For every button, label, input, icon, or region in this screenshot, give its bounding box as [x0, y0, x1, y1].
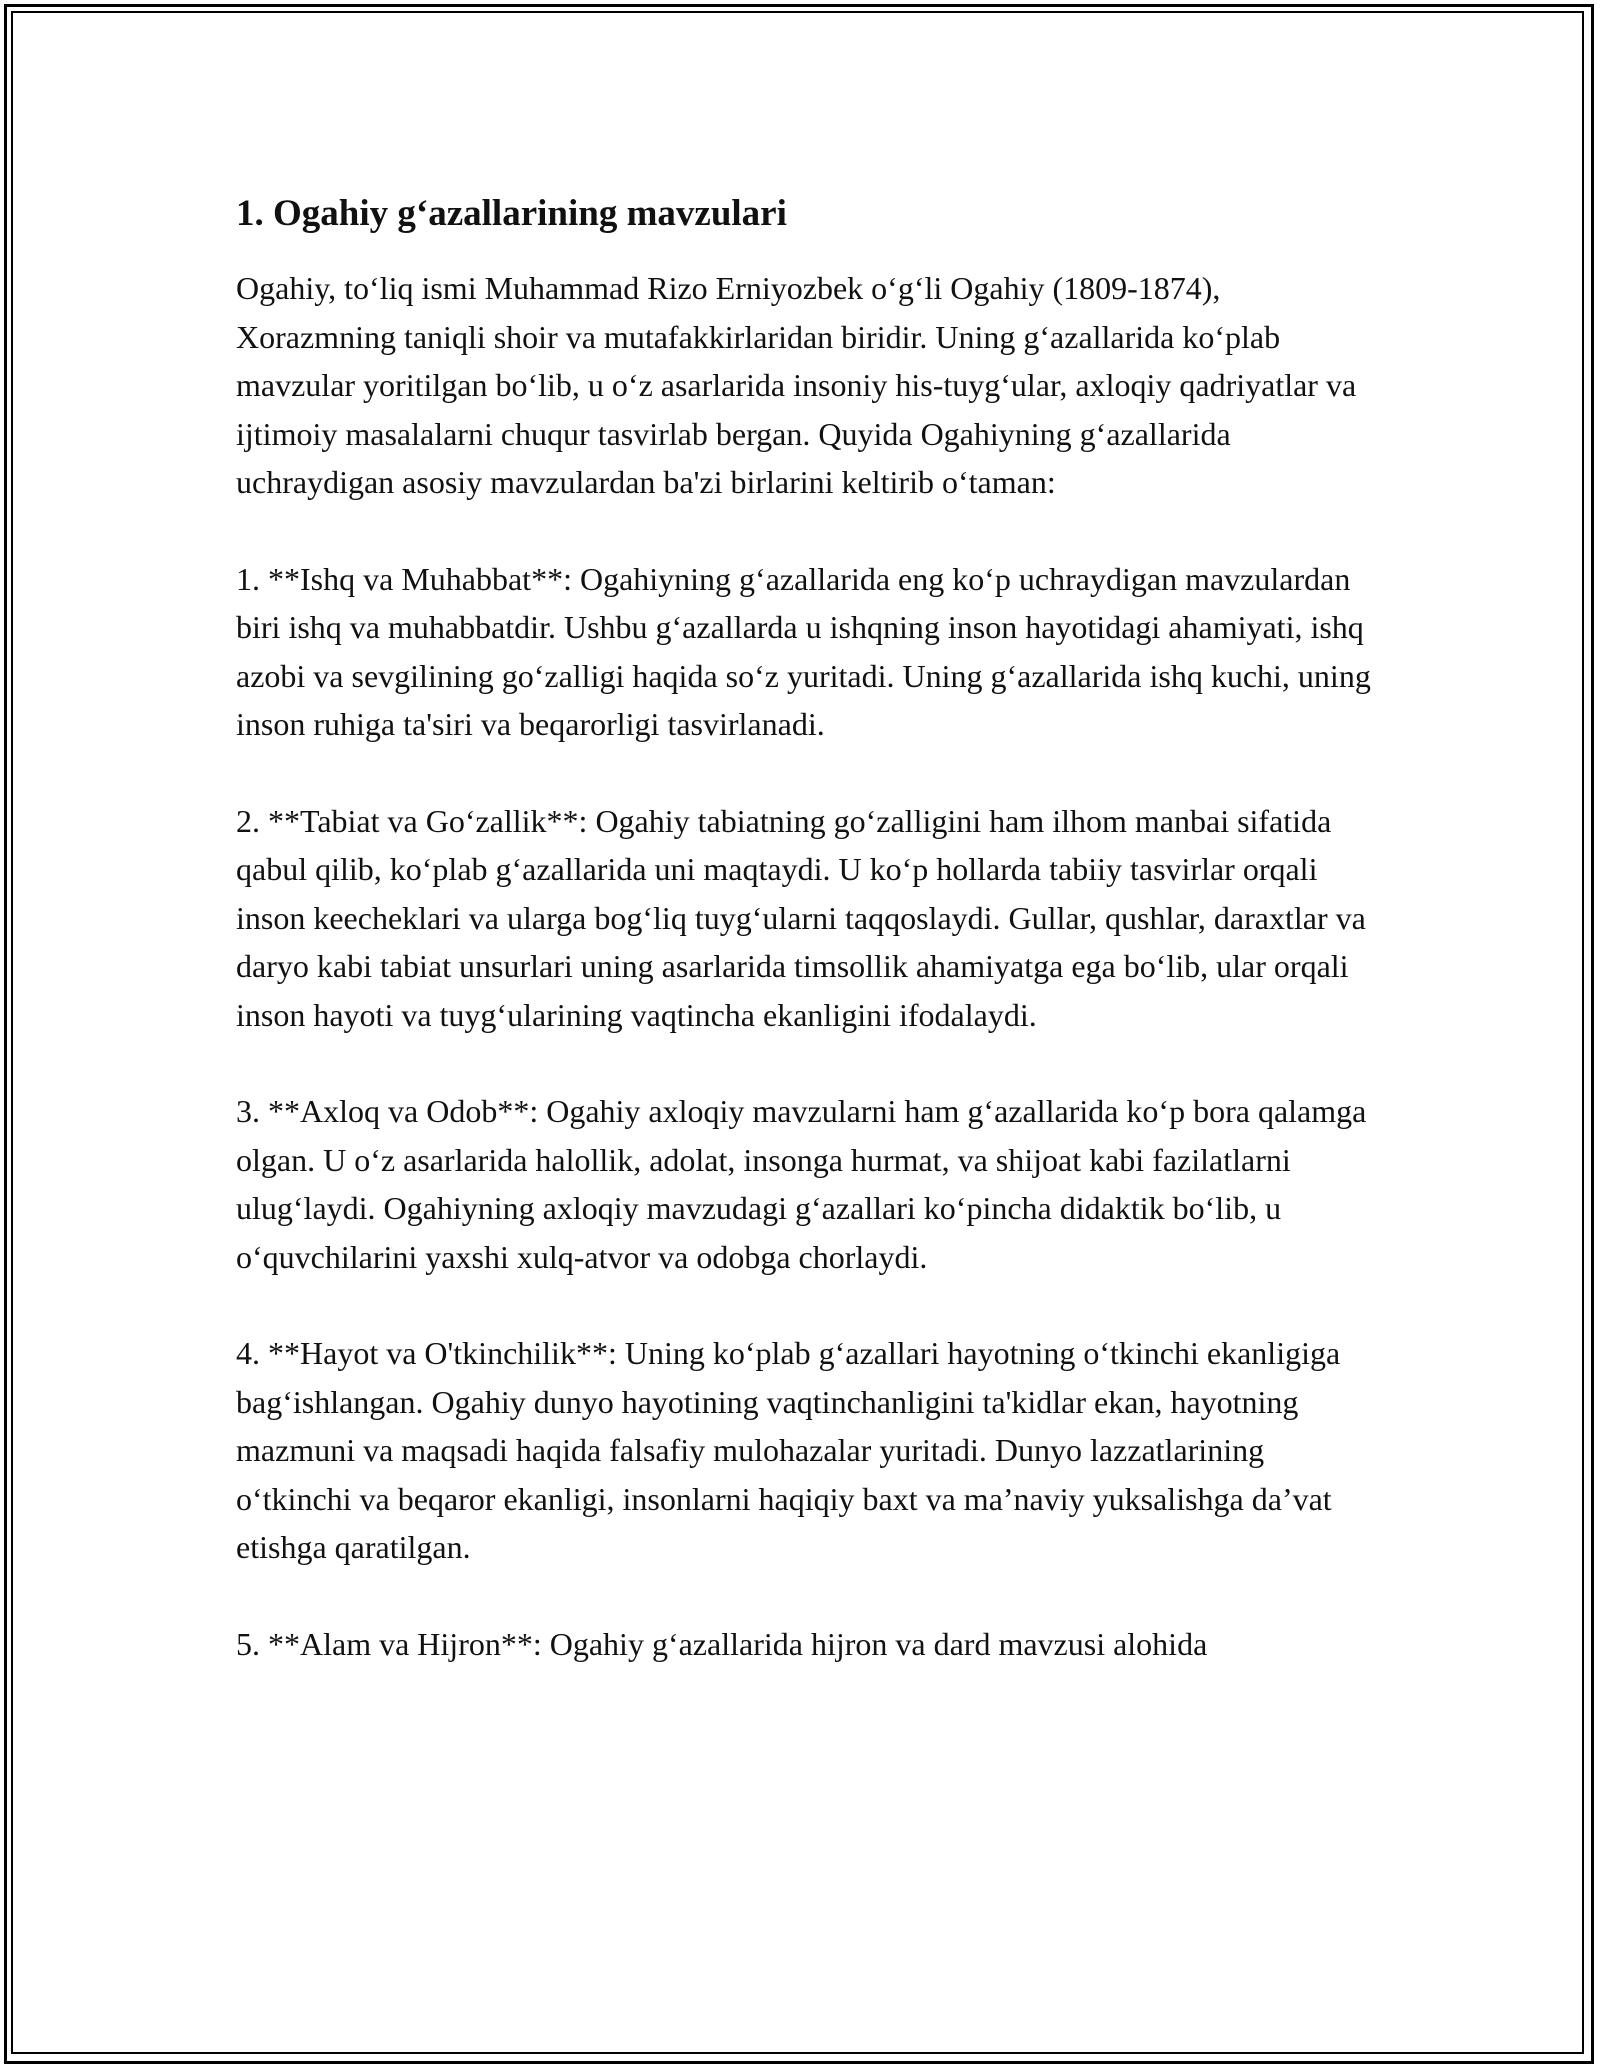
theme-4-paragraph: 4. **Hayot va O'tkinchilik**: Uning ko‘plab g‘azallari hayotning o‘tkinchi ekanligiga bag‘ishlangan. Ogahiy dunyo hayotining vaqtinchanligini ta'kidlar ekan, hayotning mazmuni va maqsadi haqida falsafiy mulohazalar yuritadi. Dunyo lazzatlarining o‘tkinchi va beqaror ekanligi, insonlarni haqiqiy baxt va ma’naviy yuksalishga da’vat etishga qaratilgan.	[236, 1335, 1341, 1565]
section-heading: 1. Ogahiy g‘azallarining mavzulari	[236, 193, 787, 234]
theme-5-paragraph: 5. **Alam va Hijron**: Ogahiy g‘azallarida hijron va dard mavzusi alohida	[236, 1625, 1208, 1662]
theme-2-paragraph: 2. **Tabiat va Go‘zallik**: Ogahiy tabiatning go‘zalligini ham ilhom manbai sifatida qabul qilib, ko‘plab g‘azallarida uni maqtaydi. U ko‘p hollarda tabiiy tasvirlar orqali inson keecheklari va ularga bog‘liq tuyg‘ularni taqqoslaydi. Gullar, qushlar, daraxtlar va daryo kabi tabiat unsurlari uning asarlarida timsollik ahamiyatga ega bo‘lib, ular orqali inson hayoti va tuyg‘ularining vaqtincha ekanligini ifodalaydi.	[236, 802, 1366, 1033]
theme-1-paragraph: 1. **Ishq va Muhabbat**: Ogahiyning g‘azallarida eng ko‘p uchraydigan mavzulardan biri ishq va muhabbatdir. Ushbu g‘azallarda u ishqning inson hayotidagi ahamiyati, ishq azobi va sevgilining go‘zalligi haqida so‘z yuritadi. Uning g‘azallarida ishq kuchi, uning inson ruhiga ta'siri va beqarorligi tasvirlanadi.	[236, 560, 1371, 742]
document-body	[236, 186, 1376, 1716]
theme-3-paragraph: 3. **Axloq va Odob**: Ogahiy axloqiy mavzularni ham g‘azallarida ko‘p bora qalamga olgan. U o‘z asarlarida halollik, adolat, insonga hurmat, va shijoat kabi fazilatlarni ulug‘laydi. Ogahiyning axloqiy mavzudagi g‘azallari ko‘pincha didaktik bo‘lib, u o‘quvchilarini yaxshi xulq-atvor va odobga chorlaydi.	[236, 1093, 1367, 1275]
intro-paragraph: Ogahiy, to‘liq ismi Muhammad Rizo Erniyozbek o‘g‘li Ogahiy (1809-1874), Xorazmning taniqli shoir va mutafakkirlaridan biridir. Uning g‘azallarida ko‘plab mavzular yoritilgan bo‘lib, u o‘z asarlarida insoniy his-tuyg‘ular, axloqiy qadriyatlar va ijtimoiy masalalarni chuqur tasvirlab bergan. Quyida Ogahiyning g‘azallarida uchraydigan asosiy mavzulardan ba'zi birlarini keltirib o‘taman:	[236, 270, 1357, 500]
